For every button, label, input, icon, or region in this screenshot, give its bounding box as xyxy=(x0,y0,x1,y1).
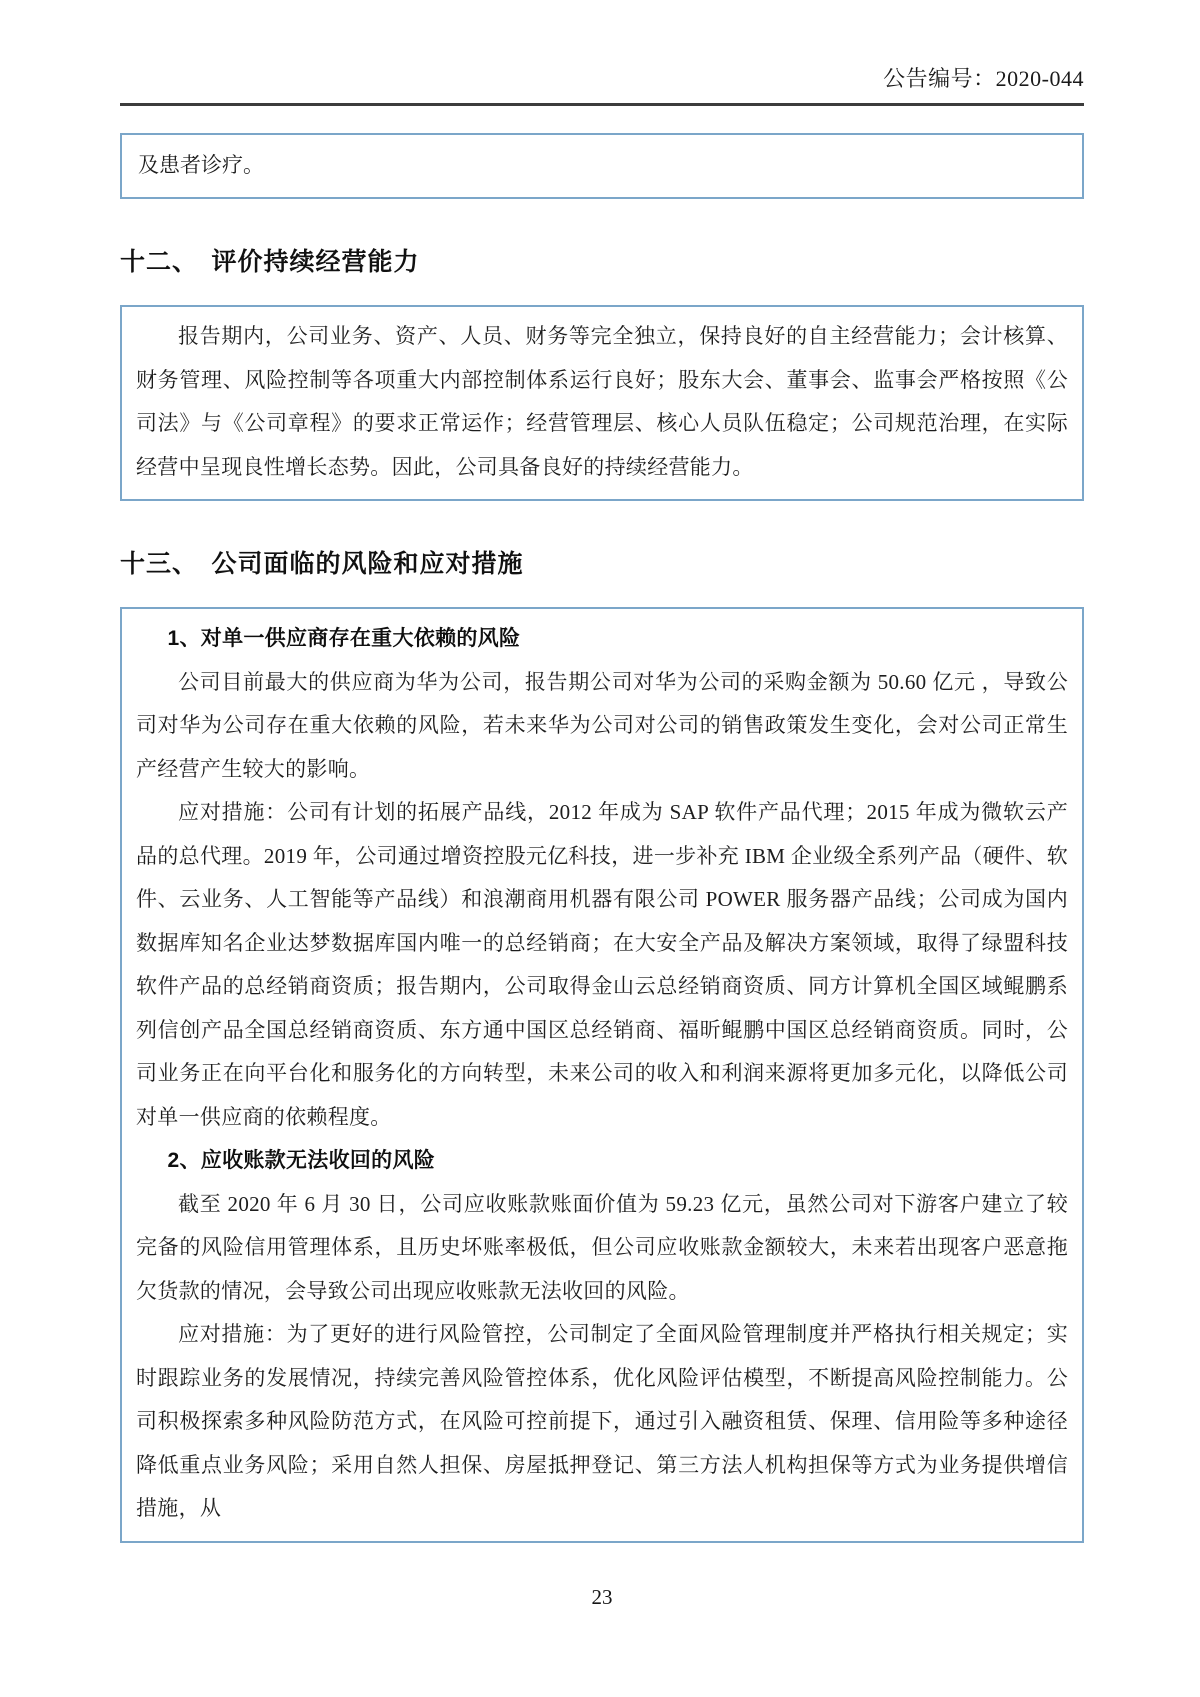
risk-2-paragraph-1: 截至 2020 年 6 月 30 日，公司应收账款账面价值为 59.23 亿元，虽然公司对下游客户建立了较完备的风险信用管理体系，且历史坏账率极低，但公司应收账款金额较大，未来若出现客户恶意拖欠货款的情况，会导致公司出现应收账款无法收回的风险。 xyxy=(136,1191,1068,1303)
carryover-text-box xyxy=(120,133,1084,199)
section-12-box xyxy=(120,305,1084,501)
page-number: 23 xyxy=(591,1584,613,1609)
section-12-heading: 十二、 评价持续经营能力 xyxy=(120,248,420,276)
page-header xyxy=(120,64,1084,94)
risk-2-paragraph-2: 应对措施：为了更好的进行风险管控，公司制定了全面风险管理制度并严格执行相关规定；实时跟踪业务的发展情况，持续完善风险管控体系，优化风险评估模型，不断提高风险控制能力。公司积极探索多种风险防范方式，在风险可控前提下，通过引入融资租赁、保理、信用险等多种途径降低重点业务风险；采用自然人担保、房屋抵押登记、第三方法人机构担保等方式为业务提供增信措施，从 xyxy=(136,1322,1068,1520)
risk-2-title: 2、应收账款无法收回的风险 xyxy=(167,1149,436,1172)
header-divider xyxy=(120,103,1084,106)
section-12-body: 报告期内，公司业务、资产、人员、财务等完全独立，保持良好的自主经营能力；会计核算、财务管理、风险控制等各项重大内部控制体系运行良好；股东大会、董事会、监事会严格按照《公司法》与《公司章程》的要求正常运作；经营管理层、核心人员队伍稳定；公司规范治理，在实际经营中呈现良性增长态势。因此，公司具备良好的持续经营能力。 xyxy=(136,324,1068,479)
risk-1-paragraph-1: 公司目前最大的供应商为华为公司，报告期公司对华为公司的采购金额为 50.60 亿元 ，导致公司对华为公司存在重大依赖的风险，若未来华为公司对公司的销售政策发生变化，会对公司正常生产经营产生较大的影响。 xyxy=(136,669,1068,781)
risk-1-title: 1、对单一供应商存在重大依赖的风险 xyxy=(167,627,521,650)
section-13-box xyxy=(120,607,1084,1543)
carryover-text: 及患者诊疗。 xyxy=(138,153,264,177)
risk-1-paragraph-2: 应对措施：公司有计划的拓展产品线，2012 年成为 SAP 软件产品代理；2015 年成为微软云产品的总代理。2019 年，公司通过增资控股元亿科技，进一步补充 IBM 企业级全系列产品（硬件、软件、云业务、人工智能等产品线）和浪潮商用机器有限公司 POWER 服务器产品线；公司成为国内数据库知名企业达梦数据库国内唯一的总经销商；在大安全产品及解决方案领域，取得了绿盟科技软件产品的总经销商资质；报告期内，公司取得金山云总经销商资质、同方计算机全国区域鲲鹏系列信创产品全国总经销商资质、东方通中国区总经销商、福昕鲲鹏中国区总经销商资质。同时，公司业务正在向平台化和服务化的方向转型，未来公司的收入和利润来源将更加多元化，以降低公司对单一供应商的依赖程度。 xyxy=(136,800,1068,1129)
section-13-heading: 十三、 公司面临的风险和应对措施 xyxy=(120,550,524,578)
announcement-number: 公告编号：2020-044 xyxy=(883,66,1084,91)
